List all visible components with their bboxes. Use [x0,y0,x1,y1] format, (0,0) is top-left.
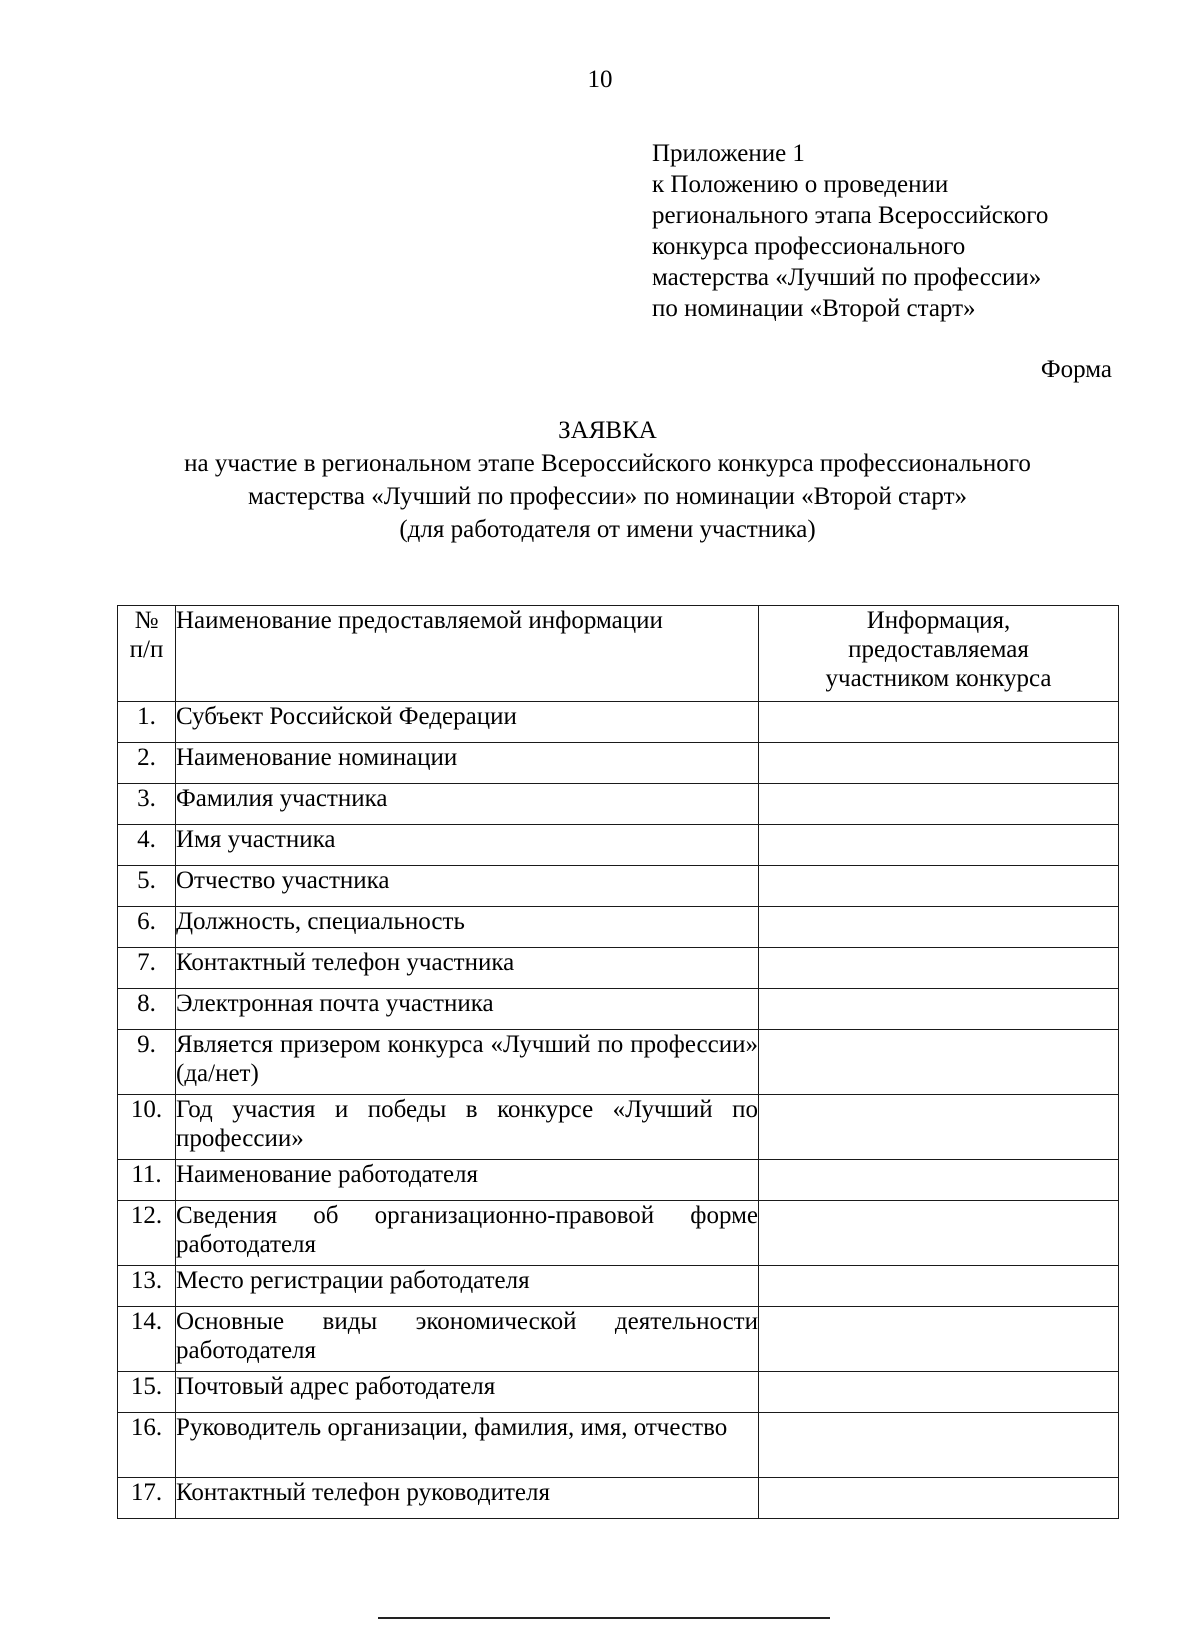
header-number [118,606,176,702]
header-name: Наименование предоставляемой информации [176,606,759,702]
row-number: 1. [118,702,176,743]
row-number: 7. [118,948,176,989]
row-item-name: Контактный телефон руководителя [176,1478,759,1519]
table-header-row [118,606,1119,702]
row-info-cell[interactable] [759,989,1119,1030]
row-item-name: Фамилия участника [176,784,759,825]
appendix-line: по номинации «Второй старт» [652,295,976,322]
row-number: 9. [118,1030,176,1095]
row-number: 8. [118,989,176,1030]
title-line: на участие в региональном этапе Всероссийского конкурса профессионального [184,450,1031,477]
appendix-block [652,138,1172,324]
table-row [118,1307,1119,1372]
row-item-name: Имя участника [176,825,759,866]
row-number: 14. [118,1307,176,1372]
row-number: 15. [118,1372,176,1413]
header-info [759,606,1119,702]
row-item-name: Должность, специальность [176,907,759,948]
row-number: 16. [118,1413,176,1478]
row-item-name: Сведения об организационно-правовой форме работодателя [176,1201,759,1266]
table-row [118,1201,1119,1266]
row-info-cell[interactable] [759,1266,1119,1307]
row-item-name: Год участия и победы в конкурсе «Лучший по профессии» [176,1095,759,1160]
title-line: (для работодателя от имени участника) [399,516,816,543]
row-number: 13. [118,1266,176,1307]
row-info-cell[interactable] [759,907,1119,948]
table-row [118,1372,1119,1413]
row-item-name: Является призером конкурса «Лучший по профессии» (да/нет) [176,1030,759,1095]
header-info-line: участником конкурса [825,665,1052,692]
table-row [118,866,1119,907]
row-info-cell[interactable] [759,866,1119,907]
row-number: 6. [118,907,176,948]
row-number: 2. [118,743,176,784]
table-row [118,907,1119,948]
row-info-cell[interactable] [759,825,1119,866]
appendix-line: конкурса профессионального [652,233,966,260]
row-item-name: Наименование номинации [176,743,759,784]
row-item-name: Руководитель организации, фамилия, имя, отчество [176,1413,759,1478]
row-number: 5. [118,866,176,907]
row-info-cell[interactable] [759,1478,1119,1519]
row-item-name: Электронная почта участника [176,989,759,1030]
document-title [80,414,1135,546]
row-item-name: Отчество участника [176,866,759,907]
header-number-line: п/п [129,636,164,663]
table-row [118,1095,1119,1160]
table-row [118,702,1119,743]
row-info-cell[interactable] [759,702,1119,743]
row-info-cell[interactable] [759,1201,1119,1266]
appendix-line: к Положению о проведении [652,171,949,198]
row-info-cell[interactable] [759,784,1119,825]
table-row [118,948,1119,989]
application-form-table [117,605,1119,1519]
table-row [118,1266,1119,1307]
table-row [118,825,1119,866]
title-line: мастерства «Лучший по профессии» по номинации «Второй старт» [247,483,967,510]
row-item-name: Основные виды экономической деятельности работодателя [176,1307,759,1372]
header-number-line: № [134,607,159,634]
header-info-line: Информация, [866,607,1011,634]
row-number: 3. [118,784,176,825]
table-row [118,1030,1119,1095]
row-info-cell[interactable] [759,1372,1119,1413]
row-info-cell[interactable] [759,1030,1119,1095]
page-number: 10 [587,66,613,93]
row-number: 4. [118,825,176,866]
row-number: 11. [118,1160,176,1201]
table-body [118,702,1119,1519]
table-row [118,1160,1119,1201]
appendix-line: регионального этапа Всероссийского [652,202,1049,229]
row-info-cell[interactable] [759,1160,1119,1201]
row-number: 12. [118,1201,176,1266]
form-label: Форма [1040,356,1112,383]
row-info-cell[interactable] [759,1307,1119,1372]
row-info-cell[interactable] [759,743,1119,784]
row-number: 10. [118,1095,176,1160]
row-item-name: Наименование работодателя [176,1160,759,1201]
table-row [118,1413,1119,1478]
bottom-divider [378,1617,830,1619]
table-row [118,1478,1119,1519]
row-info-cell[interactable] [759,1413,1119,1478]
row-item-name: Почтовый адрес работодателя [176,1372,759,1413]
table-row [118,743,1119,784]
title-heading: ЗАЯВКА [558,417,657,444]
row-item-name: Место регистрации работодателя [176,1266,759,1307]
appendix-line: мастерства «Лучший по профессии» [652,264,1042,291]
row-item-name: Субъект Российской Федерации [176,702,759,743]
row-info-cell[interactable] [759,948,1119,989]
appendix-line: Приложение 1 [652,140,805,167]
table-row [118,989,1119,1030]
row-info-cell[interactable] [759,1095,1119,1160]
row-item-name: Контактный телефон участника [176,948,759,989]
row-number: 17. [118,1478,176,1519]
table-row [118,784,1119,825]
header-info-line: предоставляемая [848,636,1029,663]
